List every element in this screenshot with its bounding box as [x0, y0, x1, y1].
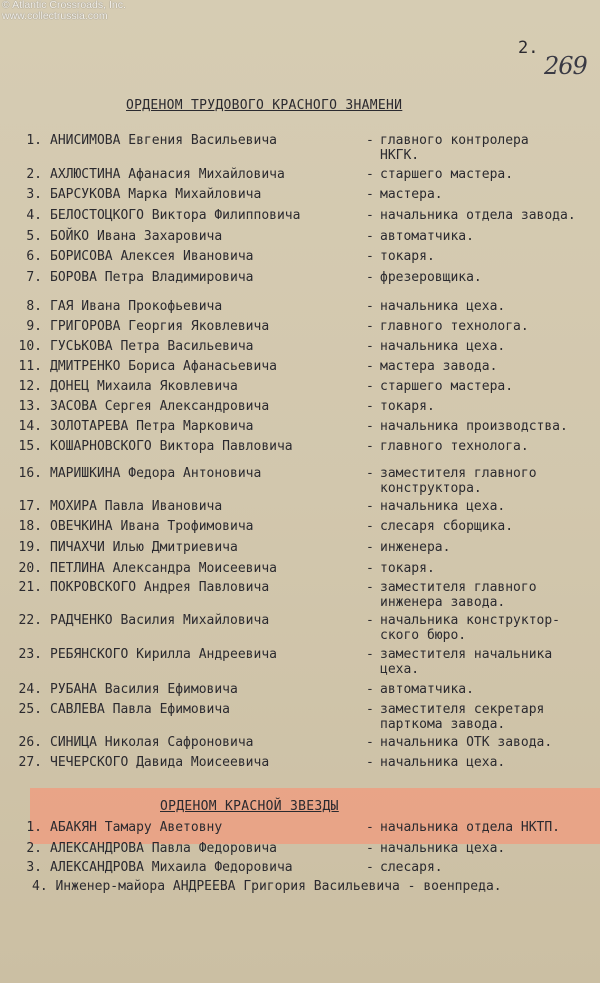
- person-name: ДОНЕЦ Михаила Яковлевича: [50, 379, 238, 394]
- separator-dash: -: [366, 820, 374, 835]
- page-number: 2.: [518, 38, 539, 58]
- person-name: КОШАРНОВСКОГО Виктора Павловича: [50, 439, 293, 454]
- separator-dash: -: [366, 735, 374, 750]
- position-title: токаря.: [380, 399, 435, 414]
- item-number: 16.: [18, 466, 42, 481]
- separator-dash: -: [366, 613, 374, 628]
- position-title: фрезеровщика.: [380, 270, 482, 285]
- position-title: начальника производства.: [380, 419, 568, 434]
- item-number: 26.: [18, 735, 42, 750]
- separator-dash: -: [366, 167, 374, 182]
- section-2-title: ОРДЕНОМ КРАСНОЙ ЗВЕЗДЫ: [160, 799, 339, 814]
- separator-dash: -: [366, 249, 374, 264]
- person-name: АНИСИМОВА Евгения Васильевича: [50, 133, 277, 148]
- person-name: АХЛЮСТИНА Афанасия Михайловича: [50, 167, 285, 182]
- person-name: АБАКЯН Тамару Аветовну: [50, 820, 223, 835]
- person-name: ЗОЛОТАРЕВА Петра Марковича: [50, 419, 254, 434]
- position-title: слесаря сборщика.: [380, 519, 514, 534]
- item-number: 25.: [18, 702, 42, 717]
- separator-dash: -: [366, 270, 374, 285]
- item-number: 14.: [18, 419, 42, 434]
- item-number: 15.: [18, 439, 42, 454]
- position-title: начальника ОТК завода.: [380, 735, 553, 750]
- item-number: 17.: [18, 499, 42, 514]
- person-name: ЧЕЧЕРСКОГО Давида Моисеевича: [50, 755, 270, 770]
- person-name: ОВЕЧКИНА Ивана Трофимовича: [50, 519, 254, 534]
- person-name: ПЕТЛИНА Александра Моисеевича: [50, 561, 277, 576]
- item-number: 23.: [18, 647, 42, 662]
- separator-dash: -: [366, 499, 374, 514]
- item-number: 7.: [26, 270, 42, 285]
- section-1-title: ОРДЕНОМ ТРУДОВОГО КРАСНОГО ЗНАМЕНИ: [126, 98, 403, 113]
- watermark-line-1: © Atlantic Crossroads, Inc.: [2, 0, 126, 11]
- person-name: БОРИСОВА Алексея Ивановича: [50, 249, 254, 264]
- person-name: ГРИГОРОВА Георгия Яковлевича: [50, 319, 270, 334]
- separator-dash: -: [366, 647, 374, 662]
- item-number: 3.: [26, 187, 42, 202]
- watermark-line-2: www.collectrussia.com: [2, 10, 108, 22]
- position-title: начальника цеха.: [380, 499, 506, 514]
- position-title: мастера.: [380, 187, 443, 202]
- item-number: 5.: [26, 229, 42, 244]
- separator-dash: -: [366, 359, 374, 374]
- item-number: 2.: [26, 167, 42, 182]
- separator-dash: -: [366, 133, 374, 148]
- item-number: 20.: [18, 561, 42, 576]
- person-name: БАРСУКОВА Марка Михайловича: [50, 187, 262, 202]
- person-name: РУБАНА Василия Ефимовича: [50, 682, 238, 697]
- archive-number: 269: [544, 52, 587, 80]
- item-number: 10.: [18, 339, 42, 354]
- position-title: токаря.: [380, 249, 435, 264]
- separator-dash: -: [366, 339, 374, 354]
- position-title: главного технолога.: [380, 319, 529, 334]
- person-name: МАРИШКИНА Федора Антоновича: [50, 466, 262, 481]
- person-name: ГУСЬКОВА Петра Васильевича: [50, 339, 254, 354]
- person-name: ЗАСОВА Сергея Александровича: [50, 399, 270, 414]
- position-title: автоматчика.: [380, 682, 474, 697]
- person-name: СИНИЦА Николая Сафроновича: [50, 735, 254, 750]
- item-number: 12.: [18, 379, 42, 394]
- item-number: 19.: [18, 540, 42, 555]
- item-number: 24.: [18, 682, 42, 697]
- separator-dash: -: [366, 419, 374, 434]
- position-title: главного контролера НКГК.: [380, 133, 529, 163]
- person-name: РЕБЯНСКОГО Кирилла Андреевича: [50, 647, 277, 662]
- person-name: САВЛЕВА Павла Ефимовича: [50, 702, 231, 717]
- separator-dash: -: [366, 841, 374, 856]
- person-name: МОХИРА Павла Ивановича: [50, 499, 223, 514]
- position-title: заместителя главного инженера завода.: [380, 580, 537, 610]
- item-number: 4.: [26, 208, 42, 223]
- position-title: начальника цеха.: [380, 339, 506, 354]
- position-title: слесаря.: [380, 860, 443, 875]
- separator-dash: -: [366, 187, 374, 202]
- position-title: мастера завода.: [380, 359, 498, 374]
- separator-dash: -: [366, 682, 374, 697]
- position-title: токаря.: [380, 561, 435, 576]
- item-number: 6.: [26, 249, 42, 264]
- item-number: 11.: [18, 359, 42, 374]
- separator-dash: -: [366, 319, 374, 334]
- separator-dash: -: [366, 466, 374, 481]
- separator-dash: -: [366, 299, 374, 314]
- position-title: заместителя секретаря парткома завода.: [380, 702, 545, 732]
- item-number: 2.: [26, 841, 42, 856]
- position-title: старшего мастера.: [380, 379, 514, 394]
- item-number: 27.: [18, 755, 42, 770]
- separator-dash: -: [366, 561, 374, 576]
- position-title: начальника отдела завода.: [380, 208, 576, 223]
- position-title: заместителя начальника цеха.: [380, 647, 553, 677]
- position-title: начальника цеха.: [380, 299, 506, 314]
- item-number: 13.: [18, 399, 42, 414]
- separator-dash: -: [366, 439, 374, 454]
- person-name: РАДЧЕНКО Василия Михайловича: [50, 613, 270, 628]
- position-title: главного технолога.: [380, 439, 529, 454]
- position-title: автоматчика.: [380, 229, 474, 244]
- position-title: начальника цеха.: [380, 841, 506, 856]
- item-number: 1.: [26, 133, 42, 148]
- person-name: ДМИТРЕНКО Бориса Афанасьевича: [50, 359, 277, 374]
- separator-dash: -: [366, 702, 374, 717]
- person-name: БОЙКО Ивана Захаровича: [50, 229, 223, 244]
- section-2-last-line: 4. Инженер-майора АНДРЕЕВА Григория Васильевича - военпреда.: [32, 879, 502, 894]
- position-title: заместителя главного конструктора.: [380, 466, 537, 496]
- separator-dash: -: [366, 399, 374, 414]
- separator-dash: -: [366, 208, 374, 223]
- watermark: [2, 0, 126, 22]
- separator-dash: -: [366, 755, 374, 770]
- item-number: 22.: [18, 613, 42, 628]
- person-name: ПОКРОВСКОГО Андрея Павловича: [50, 580, 270, 595]
- position-title: начальника цеха.: [380, 755, 506, 770]
- person-name: БОРОВА Петра Владимировича: [50, 270, 254, 285]
- person-name: ПИЧАХЧИ Илью Дмитриевича: [50, 540, 238, 555]
- position-title: инженера.: [380, 540, 451, 555]
- position-title: начальника конструктор- ского бюро.: [380, 613, 561, 643]
- person-name: АЛЕКСАНДРОВА Павла Федоровича: [50, 841, 277, 856]
- item-number: 9.: [26, 319, 42, 334]
- separator-dash: -: [366, 229, 374, 244]
- person-name: АЛЕКСАНДРОВА Михаила Федоровича: [50, 860, 293, 875]
- position-title: начальника отдела НКТП.: [380, 820, 561, 835]
- highlight-overlay: [30, 788, 600, 844]
- item-number: 1.: [26, 820, 42, 835]
- separator-dash: -: [366, 580, 374, 595]
- person-name: ГАЯ Ивана Прокофьевича: [50, 299, 223, 314]
- item-number: 8.: [26, 299, 42, 314]
- item-number: 3.: [26, 860, 42, 875]
- separator-dash: -: [366, 519, 374, 534]
- item-number: 18.: [18, 519, 42, 534]
- item-number: 21.: [18, 580, 42, 595]
- separator-dash: -: [366, 860, 374, 875]
- separator-dash: -: [366, 540, 374, 555]
- person-name: БЕЛОСТОЦКОГО Виктора Филипповича: [50, 208, 301, 223]
- separator-dash: -: [366, 379, 374, 394]
- position-title: старшего мастера.: [380, 167, 514, 182]
